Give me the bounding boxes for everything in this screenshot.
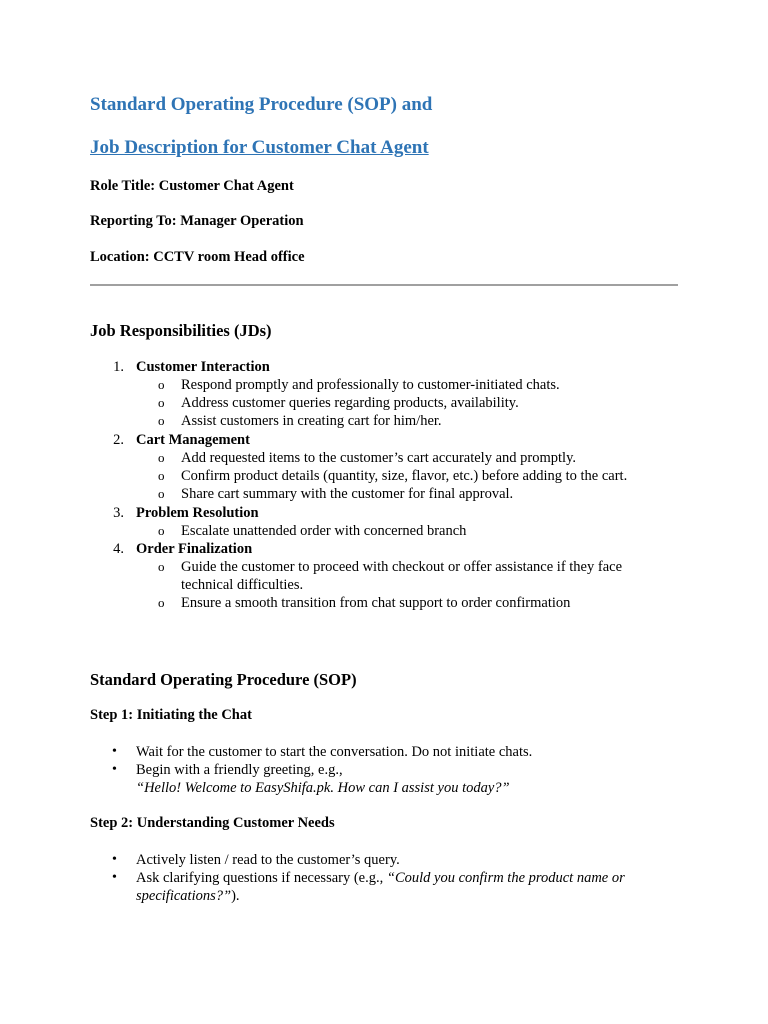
horizontal-divider [90,284,678,286]
bullet-icon: • [112,762,117,777]
document-title-line-2: Job Description for Customer Chat Agent [90,137,429,158]
sop-heading: Standard Operating Procedure (SOP) [90,670,357,689]
list-item: Wait for the customer to start the conversation. Do not initiate chats. [136,744,533,760]
clarifying-quote-part-1: “Could you confirm the product name or [386,870,625,886]
list-item: Actively listen / read to the customer’s query. [136,852,400,868]
list-item-point: Address customer queries regarding products, availability. [181,395,519,411]
list-item-title: Cart Management [136,432,250,448]
sub-bullet-icon: o [158,468,165,483]
list-item-point: Escalate unattended order with concerned branch [181,523,467,539]
step-1-heading: Step 1: Initiating the Chat [90,707,252,723]
list-item-prefix: Ask clarifying questions if necessary (e.g., [136,870,387,886]
sub-bullet-icon: o [158,395,165,410]
sub-bullet-icon: o [158,450,165,465]
list-item-title: Problem Resolution [136,505,259,521]
list-item [136,869,625,887]
document-page: Standard Operating Procedure (SOP) and Job Description for Customer Chat Agent Role Title: Customer Chat Agent Reporting To: Manager Operation Location: CCTV room Head office Job Responsibilities (JDs) 1. Customer Interaction o Respond promptly and professionally to customer-initiated chats. o Address customer queries regarding products, availability. o Assist customers in creating cart for him/her. 2. Cart Management o Add requested items to the customer’s cart accurately and promptly. o Confirm product details (quantity, size, flavor, etc.) before adding to the cart. o Share cart summary with the customer for final approval. 3. Problem Resolution o Escalate unattended order with concerned branch 4. Order Finalization o Guide the customer to proceed with checkout or offer assistance if they face technical difficulties. o Ensure a smooth transition from chat support to order confirmation Standard Operating Procedure (SOP) Step 1: Initiating the Chat • Wait for the customer to start the conversation. Do not initiate chats. • Begin with a friendly greeting, e.g., “Hello! Welcome to EasyShifa.pk. How can I assist you today?” Step 2: Understanding Customer Needs • Actively listen / read to the customer’s query. • Ask clarifying questions if necessary (e.g., “Could you confirm the product name or specifications?”). [0,0,768,1024]
bullet-icon: • [112,852,117,867]
list-item: Begin with a friendly greeting, e.g., [136,762,343,778]
document-title-line-1: Standard Operating Procedure (SOP) and [90,94,433,115]
list-item-point: Add requested items to the customer’s cart accurately and promptly. [181,450,576,466]
list-item-point: Ensure a smooth transition from chat support to order confirmation [181,595,571,611]
bullet-icon: • [112,744,117,759]
sub-bullet-icon: o [158,523,165,538]
list-item-suffix: ). [231,888,240,904]
list-item-point: Share cart summary with the customer for final approval. [181,486,514,502]
list-item-point-continuation: technical difficulties. [181,577,304,593]
sub-bullet-icon: o [158,559,165,574]
reporting-to: Reporting To: Manager Operation [90,213,304,229]
list-item-continuation [136,887,240,905]
list-item-point: Guide the customer to proceed with checkout or offer assistance if they face [181,559,623,575]
greeting-quote: “Hello! Welcome to EasyShifa.pk. How can I assist you today?” [136,780,510,796]
sub-bullet-icon: o [158,486,165,501]
list-item-point: Assist customers in creating cart for him/her. [181,413,442,429]
role-title: Role Title: Customer Chat Agent [90,178,294,194]
list-item-title: Order Finalization [136,541,253,557]
job-responsibilities-heading: Job Responsibilities (JDs) [90,321,272,340]
sub-bullet-icon: o [158,377,165,392]
sub-bullet-icon: o [158,595,165,610]
sub-bullet-icon: o [158,413,165,428]
list-item-point: Confirm product details (quantity, size, flavor, etc.) before adding to the cart. [181,468,628,484]
bullet-icon: • [112,870,117,885]
step-2-heading: Step 2: Understanding Customer Needs [90,815,335,831]
clarifying-quote-part-2: specifications?” [136,888,232,904]
location: Location: CCTV room Head office [90,249,305,265]
list-item-title: Customer Interaction [136,359,270,375]
list-item-point: Respond promptly and professionally to customer-initiated chats. [181,377,560,393]
